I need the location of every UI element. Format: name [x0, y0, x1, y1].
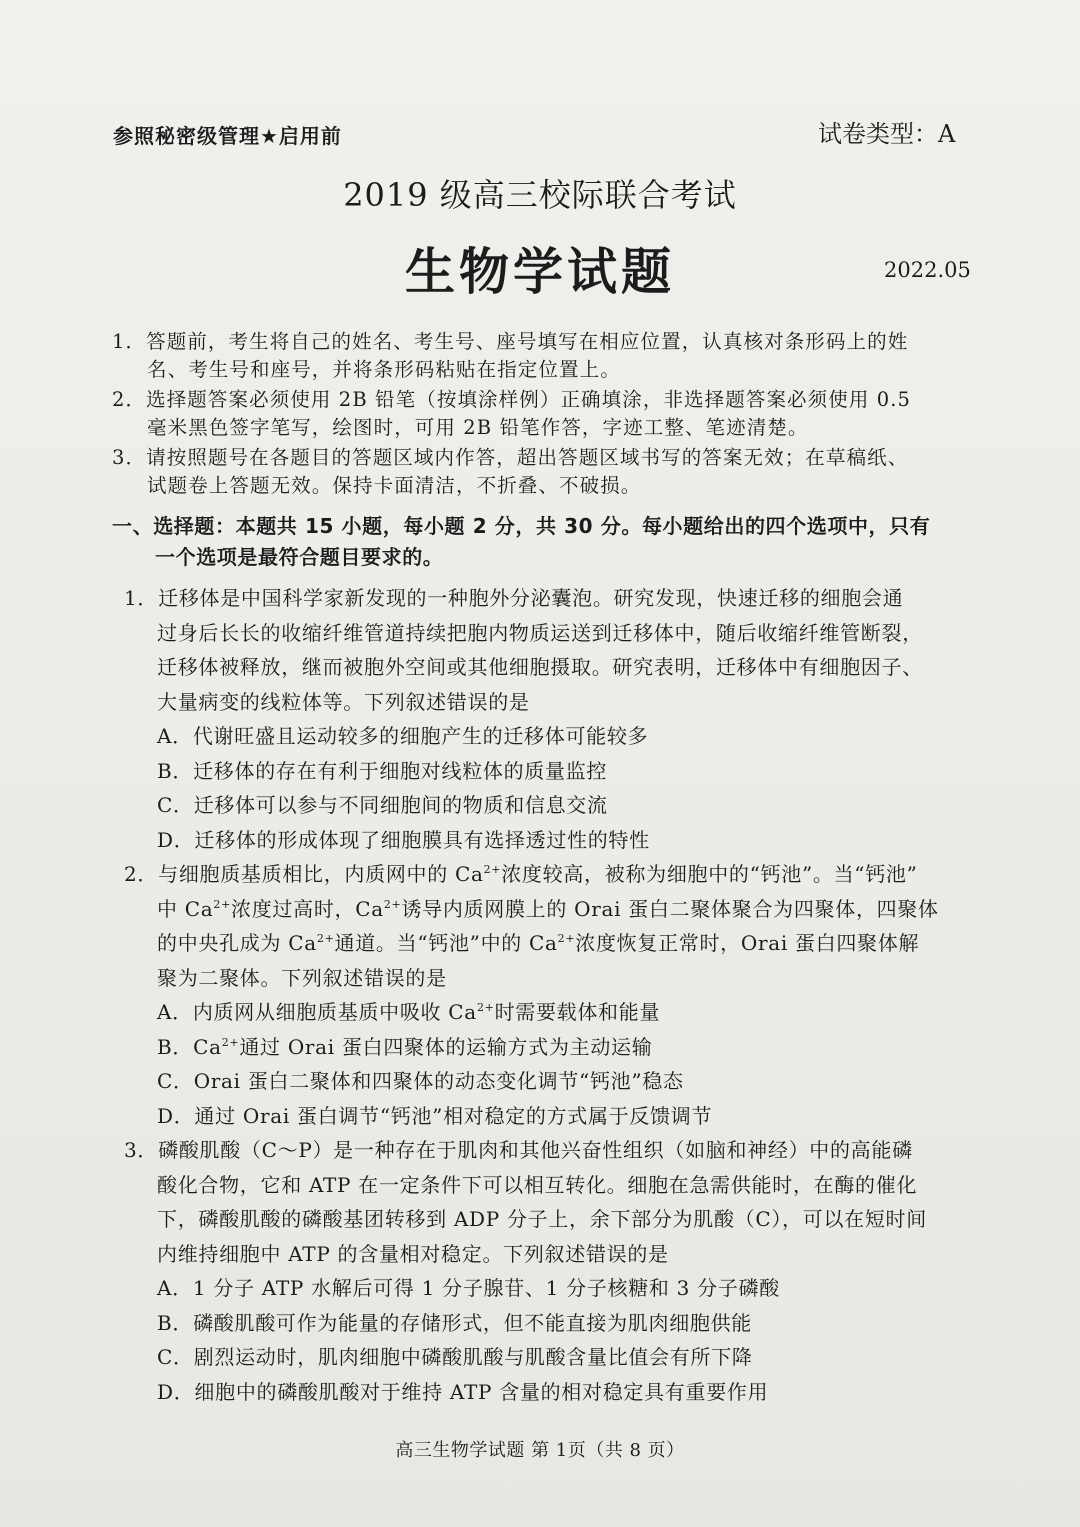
- question-stem-line: 迁移体被释放，继而被胞外空间或其他细胞摄取。研究表明，迁移体中有细胞因子、: [157, 655, 923, 679]
- question-stem-line: 中 $Ca^{2+}$浓度过高时，$Ca^{2+}$诱导内质网膜上的 Orai 蛋白二聚体聚合为四聚体，四聚体: [157, 896, 939, 921]
- question-2: [124, 857, 994, 1133]
- question-3: [124, 1133, 994, 1409]
- option-d: D．迁移体的形成体现了细胞膜具有选择透过性的特性: [157, 827, 650, 852]
- instructions-block: [112, 328, 992, 502]
- question-number: 2．: [124, 862, 159, 886]
- instruction-text: 名、考生号和座号，并将条形码粘贴在指定位置上。: [147, 358, 621, 381]
- instruction-text: 请按照题号在各题目的答题区域内作答，超出答题区域书写的答案无效；在草稿纸、: [146, 446, 909, 469]
- question-stem-line: 的中央孔成为 $Ca^{2+}$通道。当“钙池”中的 $Ca^{2+}$浓度恢复正常时，Orai 蛋白四聚体解: [157, 931, 920, 955]
- option-c: C．迁移体可以参与不同细胞间的物质和信息交流: [157, 793, 608, 817]
- instruction-text: 选择题答案必须使用 2B 铅笔（按填涂样例）正确填涂，非选择题答案必须使用 0.5: [146, 388, 912, 411]
- exam-title: 2019 级高三校际联合考试: [343, 176, 737, 214]
- question-number: 1．: [124, 586, 159, 610]
- instruction-item: [112, 444, 992, 500]
- instruction-item: [112, 328, 992, 384]
- instruction-number: 3．: [112, 446, 147, 469]
- instruction-text: 答题前，考生将自己的姓名、考生号、座号填写在相应位置，认真核对条形码上的姓: [146, 330, 909, 353]
- secret-level-label: 参照秘密级管理★启用前: [113, 124, 342, 148]
- option-c: C．Orai 蛋白二聚体和四聚体的动态变化调节“钙池”稳态: [157, 1069, 684, 1093]
- exam-date: 2022.05: [884, 258, 971, 282]
- option-d: D．细胞中的磷酸肌酸对于维持 ATP 含量的相对稳定具有重要作用: [157, 1379, 769, 1404]
- section-heading-line: 一、选择题：本题共 15 小题，每小题 2 分，共 30 分。每小题给出的四个选项中，只有: [112, 514, 931, 538]
- page-footer: 高三生物学试题 第 1页（共 8 页）: [395, 1440, 685, 1461]
- option-a: A．1 分子 ATP 水解后可得 1 分子腺苷、1 分子核糖和 3 分子磷酸: [157, 1276, 780, 1300]
- paper-type-label: 试卷类型：A: [818, 120, 956, 148]
- question-stem-line: 过身后长长的收缩纤维管道持续把胞内物质运送到迁移体中，随后收缩纤维管断裂，: [157, 620, 923, 645]
- option-b: B．磷酸肌酸可作为能量的存储形式，但不能直接为肌肉细胞供能: [157, 1310, 752, 1335]
- instruction-text: 毫米黑色签字笔写，绘图时，可用 2B 铅笔作答，字迹工整、笔迹清楚。: [147, 416, 809, 439]
- question-number: 3．: [124, 1138, 159, 1162]
- question-stem-line: 内维持细胞中 ATP 的含量相对稳定。下列叙述错误的是: [157, 1241, 669, 1266]
- section-heading-line: 一个选项是最符合题目要求的。: [155, 545, 444, 569]
- question-1: [124, 581, 994, 857]
- subject-title: 生物学试题: [405, 242, 675, 301]
- instruction-text: 试题卷上答题无效。保持卡面清洁，不折叠、不破损。: [147, 474, 642, 497]
- question-stem-line: 聚为二聚体。下列叙述错误的是: [157, 965, 447, 990]
- option-c: C．剧烈运动时，肌肉细胞中磷酸肌酸与肌酸含量比值会有所下降: [157, 1345, 753, 1369]
- option-b: B．迁移体的存在有利于细胞对线粒体的质量监控: [157, 758, 608, 783]
- question-stem-line: 酸化合物，它和 ATP 在一定条件下可以相互转化。细胞在急需供能时，在酶的催化: [157, 1172, 918, 1197]
- option-b: B．$Ca^{2+}$通过 Orai 蛋白四聚体的运输方式为主动运输: [157, 1034, 653, 1059]
- question-stem-line: 与细胞质基质相比，内质网中的 $Ca^{2+}$浓度较高，被称为细胞中的“钙池”。当“钙池”: [158, 862, 918, 886]
- question-stem-line: 下，磷酸肌酸的磷酸基团转移到 ADP 分子上，余下部分为肌酸（C），可以在短时间: [157, 1207, 927, 1231]
- question-stem-line: 迁移体是中国科学家新发现的一种胞外分泌囊泡。研究发现，快速迁移的细胞会通: [158, 586, 904, 610]
- option-a: A．代谢旺盛且运动较多的细胞产生的迁移体可能较多: [157, 724, 649, 748]
- question-stem-line: 磷酸肌酸（C～P）是一种存在于肌肉和其他兴奋性组织（如脑和神经）中的高能磷: [158, 1138, 913, 1162]
- instruction-item: [112, 386, 992, 442]
- section-heading: [112, 511, 992, 573]
- instruction-number: 2．: [112, 388, 147, 411]
- instruction-number: 1．: [112, 330, 147, 353]
- option-d: D．通过 Orai 蛋白调节“钙池”相对稳定的方式属于反馈调节: [157, 1103, 713, 1128]
- question-stem-line: 大量病变的线粒体等。下列叙述错误的是: [157, 689, 530, 714]
- questions-block: [124, 581, 994, 1409]
- option-a: A．内质网从细胞质基质中吸收 $Ca^{2+}$时需要载体和能量: [157, 1000, 661, 1024]
